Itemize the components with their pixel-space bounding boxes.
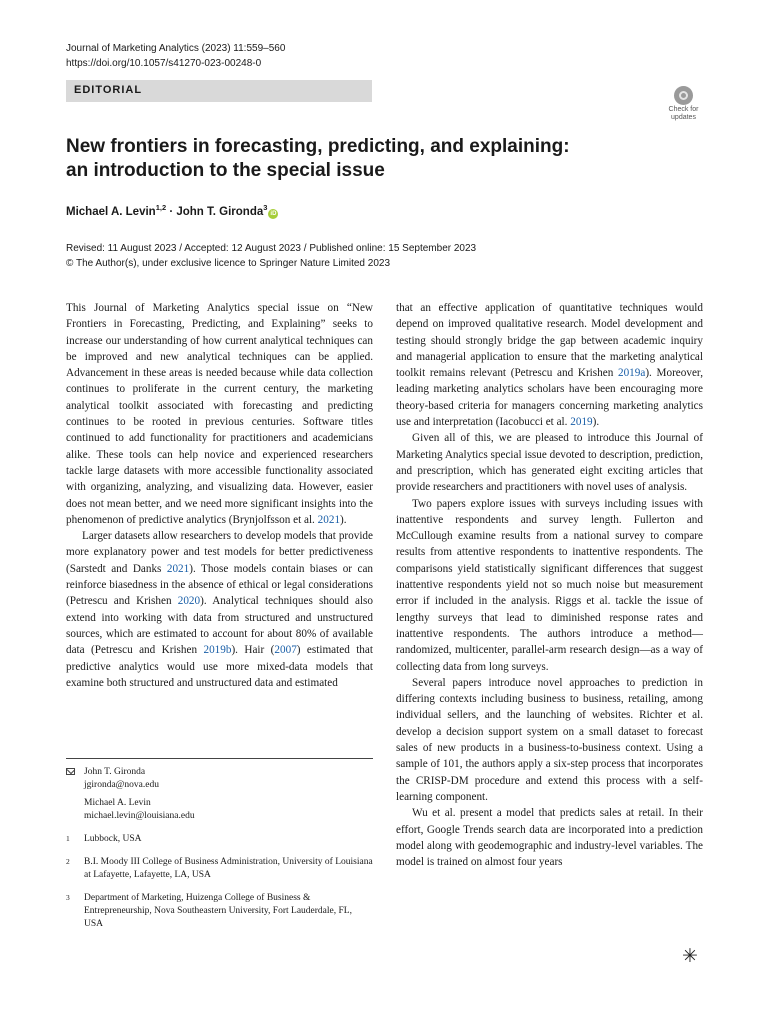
author-list (66, 203, 278, 219)
body-paragraph: Wu et al. present a model that predicts sales at retail. In their effort, Google Trends search data are incorporated into a prediction model along with geodemographic and industry-level variables. The model is trained on almost four years (396, 807, 703, 869)
email-link[interactable]: michael.levin@louisiana.edu (84, 811, 195, 821)
affiliations-block (66, 766, 373, 931)
article-title (66, 135, 626, 183)
article-title-line2: an introduction to the special issue (66, 160, 385, 181)
check-for-updates-text: Check for updates (668, 106, 699, 121)
body-paragraph: This Journal of Marketing Analytics special issue on “New Frontiers in Forecasting, Predicting, and Explaining” seeks to increase our understanding of how current analytical techniques can be improved and new analytical techniques can be applied. Advancement in these areas is needed because while data collection continues to proliferate in the current century, the marketing analytical toolkit associated with forecasting and predicting continues to be rooted in previous centuries. Software titles continued to add functionality for practitioners and academicians alike. These tools can help novice and experienced researchers tackle large datasets with more accessible functionality associated with organizing, analyzing, and visualizing data. However, easier does not mean better, and we need more significant insights into the phenomenon of predictive analytics (Brynjolfsson et al. 2021). (66, 302, 373, 526)
affiliation-number: 2 (66, 857, 70, 866)
affiliation-item (66, 856, 373, 882)
affiliation-item (66, 892, 373, 931)
section-label: EDITORIAL (74, 84, 143, 96)
author-separator: · (166, 205, 177, 218)
orcid-icon[interactable]: iD (270, 210, 277, 217)
journal-header (66, 41, 285, 71)
citation-link[interactable]: 2020 (177, 595, 201, 608)
author-affiliation-ref: 3 (263, 203, 268, 212)
body-paragraph: Larger datasets allow researchers to develop models that provide more explanatory power and test models for better predictiveness (Sarstedt and Danks 2021). Those models contain biases or can reinforce biasedness in the absence of ethical or legal considerations (Petrescu and Krishen 2020). Analytical techniques should also extend into working with data from structured and unstructured sources, which are estimated to account for about 80% of available data (Petrescu and Krishen 2019b). Hair (2007) estimated that predictive analytics would use more mixed-data models that examine both structured and unstructured data and estimated (66, 530, 374, 689)
citation-link[interactable]: 2019a (617, 367, 646, 380)
springer-horse-logo: ✳ (682, 946, 698, 967)
envelope-icon (66, 768, 75, 775)
corresponding-author-name: Michael A. Levin (84, 798, 151, 808)
check-for-updates-badge[interactable] (665, 86, 702, 124)
affiliation-text: Department of Marketing, Huizenga College of Business & Entrepreneurship, Nova Southeastern University, Fort Lauderdale, FL, USA (84, 893, 352, 929)
article-title-line1: New frontiers in forecasting, predicting, and explaining: (66, 136, 570, 157)
affiliation-item (66, 833, 373, 846)
corresponding-author-name: John T. Gironda (84, 767, 146, 777)
body-paragraph: Two papers explore issues with surveys including issues with inattentive respondents and survey length. Fullerton and McCullough examine results from a national survey to compare results from attentive respondents to inattentive respondents. The comparisons yield statistically significant differences that suggest inattentive respondents yield not so much noise but measurement error if included in the analysis. Riggs et al. tackle the issue of lengthy surveys that lead to diminished response rates and inattentive respondents. The authors introduce a method—randomized, multicenter, parallel-arm research design—as a way of collecting data from long surveys. (396, 497, 703, 673)
author-name[interactable]: John T. Gironda (176, 205, 264, 218)
affiliation-text: Lubbock, USA (84, 834, 142, 844)
affiliation-number: 1 (66, 834, 70, 843)
author-name[interactable]: Michael A. Levin (66, 205, 156, 218)
corresponding-author (66, 766, 373, 823)
publication-dates: Revised: 11 August 2023 / Accepted: 12 August 2023 / Published online: 15 September 2023 (66, 243, 477, 254)
copyright-line: © The Author(s), under exclusive licence to Springer Nature Limited 2023 (66, 258, 391, 269)
author-affiliation-ref: 1,2 (155, 203, 167, 212)
citation-link[interactable]: 2021 (166, 562, 190, 575)
section-bar (66, 80, 372, 102)
affiliation-text: B.I. Moody III College of Business Administration, University of Louisiana at Lafayette, Lafayette, LA, USA (84, 857, 373, 880)
affiliation-divider (66, 758, 373, 759)
citation-link[interactable]: 2019 (570, 416, 593, 429)
citation-link[interactable]: 2007 (274, 644, 297, 657)
body-paragraph: that an effective application of quantitative techniques would depend on improved qualitative research. Model development and testing should strongly bridge the gap between academic inquiry and managerial application to ensure that the marketing analytical toolkit remains relevant (Petrescu and Krishen 2019a). Moreover, leading marketing analytics scholars have been encouraging more theory-based criteria for managers concerning marketing analytics use and interpretation (Iacobucci et al. 2019). (396, 302, 703, 429)
body-column-left (66, 300, 373, 691)
affiliation-number: 3 (66, 893, 70, 902)
email-link[interactable]: jgironda@nova.edu (84, 780, 159, 790)
publication-history (66, 241, 476, 271)
check-for-updates-icon (674, 86, 693, 105)
journal-citation: Journal of Marketing Analytics (2023) 11:559–560 (66, 43, 286, 54)
citation-link[interactable]: 2021 (317, 513, 341, 526)
citation-link[interactable]: 2019b (203, 644, 232, 657)
body-column-right (396, 300, 703, 870)
body-paragraph: Several papers introduce novel approaches to prediction in differing contexts including business to business, retailing, among individual sellers, and the launching of websites. Richter et al. develop a decision support system on a small dataset to forecast sales of new products in a business-to-business context. Using a sample of 101, the authors apply a six-step process that incorporates the CRISP-DM procedure and extend this process with a self-learning component. (396, 676, 703, 803)
body-paragraph: Given all of this, we are pleased to introduce this Journal of Marketing Analytics special issue devoted to description, prediction, and prescription, which has generated eight exciting articles that provide researchers and practitioners with novel uses of analysis. (396, 432, 703, 494)
doi-link[interactable]: https://doi.org/10.1057/s41270-023-00248-0 (66, 58, 262, 69)
